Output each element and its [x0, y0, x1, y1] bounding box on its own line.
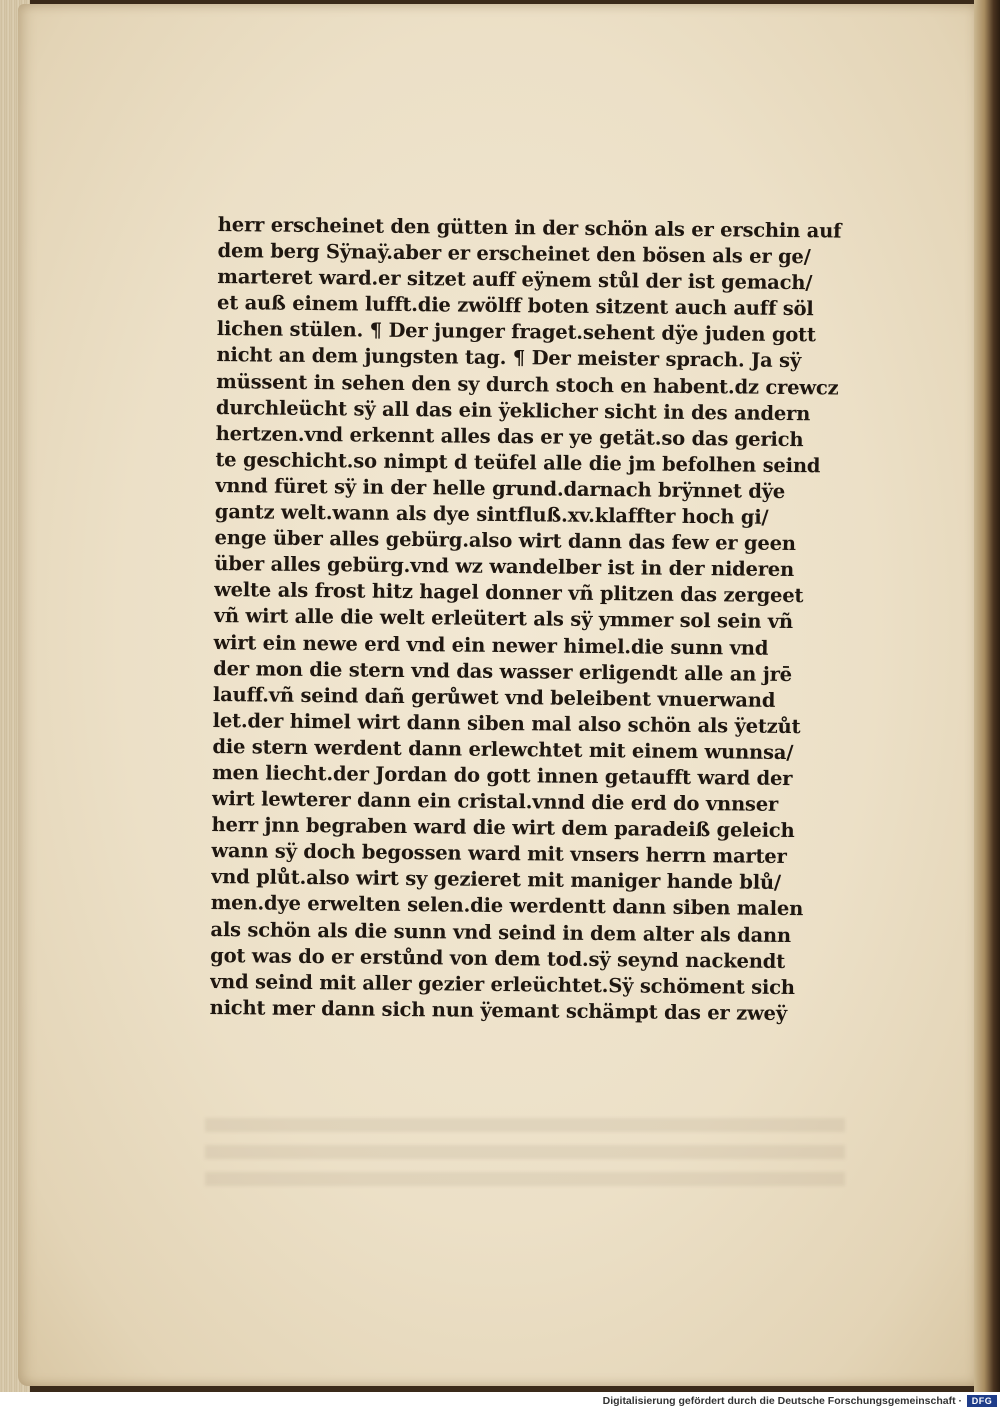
text-line: vñ wirt alle die welt erleütert als sÿ ymmer sol sein vñ [213, 604, 794, 634]
text-line: nicht mer dann sich nun ÿemant schämpt das er zweÿ [209, 995, 788, 1025]
text-line: die stern werdent dann erlewchtet mit einem wunnsa/ [212, 734, 794, 764]
text-line: herr jnn begraben ward die wirt dem paradeiß geleich [211, 813, 795, 843]
text-line: herr erscheinet den gütten in der schön als er erschin auf [217, 212, 842, 243]
text-line: men.dye erwelten selen.die werdentt dann siben malen [210, 891, 804, 921]
text-line: nicht an dem jungsten tag. ¶ Der meister sprach. Ja sÿ [216, 343, 802, 373]
text-line: men liecht.der Jordan do gott innen getaufft ward der [212, 760, 793, 791]
text-line: wann sÿ doch begossen ward mit vnsers herrn marter [211, 839, 787, 869]
text-line: müssent in sehen den sy durch stoch en habent.dz crewcz [216, 369, 839, 400]
text-line: wirt lewterer dann ein cristal.vnnd die erd do vnnser [211, 787, 779, 816]
blackletter-text-block [210, 212, 853, 1028]
text-line: als schön als die sunn vnd seind in dem alter als dann [210, 917, 792, 947]
text-line: got was do er erstůnd von dem tod.sÿ seynd nackendt [210, 943, 786, 973]
text-line: dem berg Sÿnaÿ.aber er erscheinet den bösen als er ge/ [217, 239, 811, 269]
show-through-text [205, 1118, 845, 1188]
text-line: über alles gebürg.vnd wz wandelber ist in der nideren [214, 552, 795, 582]
text-line: enge über alles gebürg.also wirt dann das few er geen [214, 526, 796, 556]
text-line: vnnd füret sÿ in der helle grund.darnach brÿnnet dÿe [215, 473, 786, 503]
text-line: vnd plůt.also wirt sy gezieret mit maniger hande blů/ [210, 865, 782, 895]
dfg-logo: DFG [967, 1395, 997, 1407]
text-line: der mon die stern vnd das wasser erligendt alle an jrē [213, 656, 793, 686]
text-line: hertzen.vnd erkennt alles das er ye getät.so das gerich [215, 421, 804, 451]
text-line: wirt ein newe erd vnd ein newer himel.die sunn vnd [213, 630, 769, 660]
text-line: et auß einem lufft.die zwölff boten sitzent auch auff söl [216, 291, 814, 321]
text-line: vnd seind mit aller gezier erleüchtet.Sÿ schöment sich [209, 969, 795, 999]
text-line: lichen stülen. ¶ Der junger fraget.sehent dÿe juden gott [216, 317, 816, 347]
text-line: gantz welt.wann als dye sintfluß.xv.klaffter hoch gi/ [214, 500, 769, 529]
text-line: lauff.vñ seind dañ gerůwet vnd beleibent vnuerwand [212, 682, 776, 712]
text-line: let.der himel wirt dann siben mal also schön als ÿetzůt [212, 708, 801, 738]
footer-bar [0, 1392, 1000, 1410]
text-line: te geschicht.so nimpt d teüfel alle die jm befolhen seind [215, 447, 821, 478]
book-binding [974, 0, 1000, 1392]
text-line: marteret ward.er sitzet auff eÿnem stůl der ist gemach/ [217, 265, 813, 295]
funding-credit: Digitalisierung gefördert durch die Deutsche Forschungsgemeinschaft · [602, 1395, 962, 1407]
text-line: durchleücht sÿ all das ein ÿeklicher sicht in des andern [215, 395, 811, 425]
text-line: welte als frost hitz hagel donner vñ plitzen das zergeet [213, 578, 804, 608]
